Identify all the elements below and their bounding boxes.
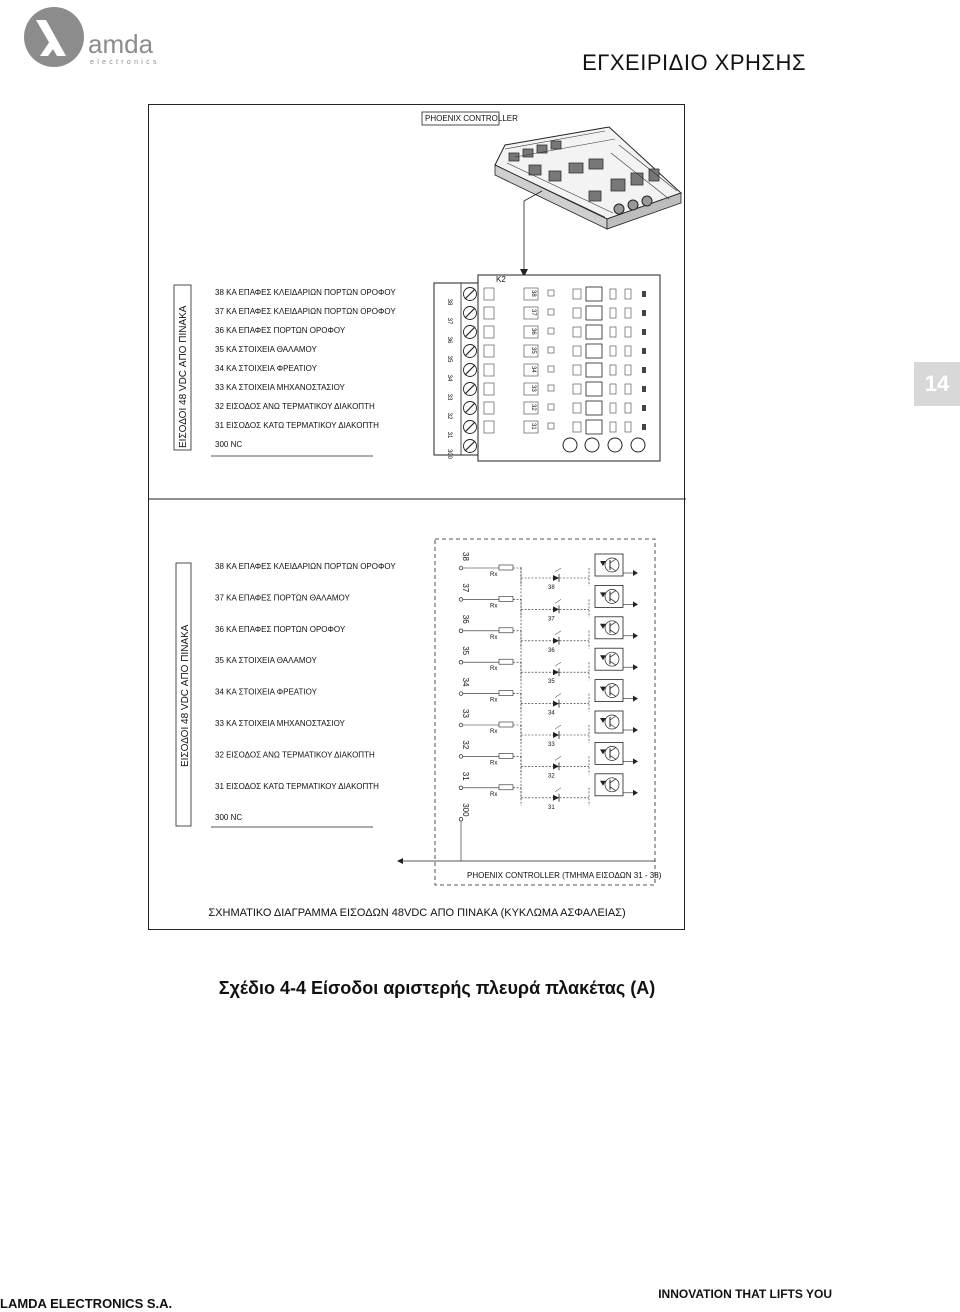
resistor-icon bbox=[499, 753, 513, 758]
resistor-label: Rx bbox=[490, 791, 498, 798]
connector-pin-number: 38 bbox=[530, 290, 536, 297]
optocoupler-chip bbox=[586, 401, 602, 415]
bottom-input-label: 33 ΚΑ ΣΤΟΙΧΕΙΑ ΜΗΧΑΝΟΣΤΑΣΙΟΥ bbox=[215, 719, 345, 728]
terminal-number: 35 bbox=[446, 355, 452, 363]
bottom-input-label: 36 ΚΑ ΕΠΑΦΕΣ ΠΟΡΤΩΝ ΟΡΟΦΟΥ bbox=[215, 624, 346, 634]
led-icon bbox=[553, 763, 559, 769]
top-input-label: 38 ΚΑ ΕΠΑΦΕΣ ΚΛΕΙΔΑΡΙΩΝ ΠΟΡΤΩΝ ΟΡΟΦΟΥ bbox=[215, 288, 396, 297]
bottom-input-label: 35 ΚΑ ΣΤΟΙΧΕΙΑ ΘΑΛΑΜΟΥ bbox=[215, 656, 317, 666]
bottom-input-label: 37 ΚΑ ΕΠΑΦΕΣ ΠΟΡΤΩΝ ΘΑΛΑΜΟΥ bbox=[215, 593, 350, 603]
optocoupler-chip bbox=[586, 382, 602, 396]
circuit-input-number: 300 bbox=[461, 803, 470, 817]
terminal-number: 32 bbox=[446, 412, 452, 420]
optocoupler-chip bbox=[586, 344, 602, 358]
circuit-input-number: 31 bbox=[461, 771, 470, 781]
connector-pin-number: 35 bbox=[530, 347, 536, 354]
controller-label: PHOENIX CONTROLLER bbox=[425, 114, 518, 123]
resistor-icon bbox=[499, 596, 513, 601]
resistor-label: Rx bbox=[490, 729, 498, 735]
led-icon bbox=[553, 732, 559, 738]
wiring-figure bbox=[148, 104, 685, 930]
drawing-caption bbox=[0, 978, 960, 999]
bottom-input-label: 31 ΕΙΣΟΔΟΣ ΚΑΤΩ ΤΕΡΜΑΤΙΚΟΥ ΔΙΑΚΟΠΤΗ bbox=[215, 781, 379, 791]
led-number: 34 bbox=[548, 710, 555, 717]
terminal-number: 300 bbox=[446, 448, 452, 460]
led-icon bbox=[553, 701, 559, 707]
led-number: 37 bbox=[548, 616, 555, 623]
manual-title: ΕΓΧΕΙΡΙΔΙΟ ΧΡΗΣΗΣ bbox=[582, 50, 806, 75]
bottom-input-label: 32 ΕΙΣΟΔΟΣ ΑΝΩ ΤΕΡΜΑΤΙΚΟΥ ΔΙΑΚΟΠΤΗ bbox=[215, 750, 375, 760]
diagram-caption: ΣΧΗΜΑΤΙΚΟ ΔΙΑΓΡΑΜΜΑ ΕΙΣΟΔΩΝ 48VDC ΑΠΟ ΠΙΝΑΚΑ (ΚΥΚΛΩΜΑ ΑΣΦΑΛΕΙΑΣ) bbox=[208, 907, 626, 919]
lambda-logo-icon bbox=[22, 4, 192, 70]
top-input-label: 33 ΚΑ ΣΤΟΙΧΕΙΑ ΜΗΧΑΝΟΣΤΑΣΙΟΥ bbox=[215, 383, 345, 392]
connector-pin-number: 33 bbox=[530, 385, 536, 392]
terminal-number: 36 bbox=[446, 336, 452, 344]
resistor-label: Rx bbox=[490, 697, 498, 704]
top-input-label: 31 ΕΙΣΟΔΟΣ ΚΑΤΩ ΤΕΡΜΑΤΙΚΟΥ ΔΙΑΚΟΠΤΗ bbox=[215, 421, 379, 430]
circuit-input-number: 36 bbox=[461, 614, 470, 624]
terminal-block bbox=[434, 275, 660, 461]
top-input-label: 32 ΕΙΣΟΔΟΣ ΑΝΩ ΤΕΡΜΑΤΙΚΟΥ ΔΙΑΚΟΠΤΗ bbox=[215, 402, 375, 411]
led-number: 36 bbox=[548, 647, 555, 654]
circuit-input-number: 38 bbox=[461, 552, 470, 561]
led-number: 31 bbox=[548, 804, 555, 811]
footer-company: LAMDA ELECTRONICS S.A. bbox=[0, 1296, 173, 1311]
resistor-icon bbox=[499, 722, 513, 727]
top-input-label: 34 ΚΑ ΣΤΟΙΧΕΙΑ ΦΡΕΑΤΙΟΥ bbox=[215, 364, 317, 373]
optocoupler-chip bbox=[586, 306, 602, 320]
footer-slogan: INNOVATION THAT LIFTS YOU bbox=[658, 1287, 832, 1301]
top-input-label: 35 ΚΑ ΣΤΟΙΧΕΙΑ ΘΑΛΑΜΟΥ bbox=[215, 345, 317, 354]
resistor-label: Rx bbox=[490, 760, 498, 767]
connector-pin-number: 32 bbox=[530, 404, 536, 411]
connector-pin-number: 31 bbox=[530, 423, 536, 430]
terminal-number: 33 bbox=[446, 393, 452, 401]
led-icon bbox=[553, 638, 559, 644]
connector-pin-number: 36 bbox=[530, 328, 536, 335]
top-input-label: 300 NC bbox=[215, 440, 243, 449]
top-input-label: 37 ΚΑ ΕΠΑΦΕΣ ΚΛΕΙΔΑΡΙΩΝ ΠΟΡΤΩΝ ΟΡΟΦΟΥ bbox=[215, 307, 396, 316]
circuit-input-number: 35 bbox=[461, 646, 470, 656]
terminal-number: 34 bbox=[446, 374, 452, 382]
circuit-input-number: 34 bbox=[461, 677, 470, 687]
circuit-input-number: 32 bbox=[461, 740, 470, 750]
top-input-label: 36 ΚΑ ΕΠΑΦΕΣ ΠΟΡΤΩΝ ΟΡΟΦΟΥ bbox=[215, 326, 346, 335]
led-icon bbox=[553, 795, 559, 801]
led-icon bbox=[553, 669, 559, 675]
top-input-labels bbox=[215, 288, 396, 449]
bottom-input-label: 34 ΚΑ ΣΤΟΙΧΕΙΑ ΦΡΕΑΤΙΟΥ bbox=[215, 687, 317, 697]
optocoupler-chip bbox=[586, 325, 602, 339]
optocoupler-chip bbox=[586, 363, 602, 377]
led-icon bbox=[553, 606, 559, 612]
resistor-icon bbox=[499, 691, 513, 696]
resistor-icon bbox=[499, 628, 513, 633]
connector-pin-number: 37 bbox=[530, 309, 536, 316]
wiring-diagram bbox=[149, 105, 686, 931]
led-number: 32 bbox=[548, 773, 555, 780]
terminal-number: 37 bbox=[446, 317, 452, 325]
circuit-input-number: 37 bbox=[461, 583, 470, 593]
resistor-icon bbox=[499, 659, 513, 664]
bottom-input-label: 38 ΚΑ ΕΠΑΦΕΣ ΚΛΕΙΔΑΡΙΩΝ ΠΟΡΤΩΝ ΟΡΟΦΟΥ bbox=[215, 562, 396, 571]
bottom-vertical-label: ΕΙΣΟΔΟΙ 48 VDC ΑΠΟ ΠΙΝΑΚΑ bbox=[180, 624, 191, 767]
bottom-input-labels bbox=[215, 562, 396, 822]
page-number-tab: 14 bbox=[914, 362, 960, 406]
terminal-number: 38 bbox=[446, 298, 452, 306]
led-icon bbox=[553, 575, 559, 581]
led-number: 33 bbox=[548, 742, 555, 748]
resistor-icon bbox=[499, 565, 513, 570]
optocoupler-chip bbox=[586, 420, 602, 434]
logo-text: amda bbox=[88, 29, 154, 59]
resistor-label: Rx bbox=[490, 634, 498, 641]
circuit-input-number: 33 bbox=[461, 709, 470, 718]
resistor-label: Rx bbox=[490, 603, 498, 610]
resistor-icon bbox=[499, 785, 513, 790]
drawing-caption-text: Σχέδιο 4-4 Είσοδοι αριστερής πλευρά πλακέτας (Α) bbox=[218, 978, 656, 998]
terminal-number: 31 bbox=[446, 431, 452, 439]
logo-subtext: electronics bbox=[90, 59, 160, 66]
resistor-label: Rx bbox=[490, 666, 498, 673]
controller-board-illustration bbox=[422, 105, 681, 277]
led-number: 35 bbox=[548, 679, 555, 686]
controller-section-label: PHOENIX CONTROLLER (ΤΜΗΜΑ ΕΙΣΟΔΩΝ 31 - 38) bbox=[467, 871, 662, 880]
top-vertical-label: ΕΙΣΟΔΟΙ 48 VDC ΑΠΟ ΠΙΝΑΚΑ bbox=[178, 305, 189, 448]
connector-k2-label: K2 bbox=[496, 275, 506, 284]
resistor-label: Rx bbox=[490, 572, 498, 578]
connector-pin-number: 34 bbox=[530, 366, 536, 373]
bottom-input-label: 300 NC bbox=[215, 813, 243, 823]
optocoupler-chip bbox=[586, 287, 602, 301]
lamda-logo bbox=[22, 4, 192, 70]
led-number: 38 bbox=[548, 585, 555, 591]
